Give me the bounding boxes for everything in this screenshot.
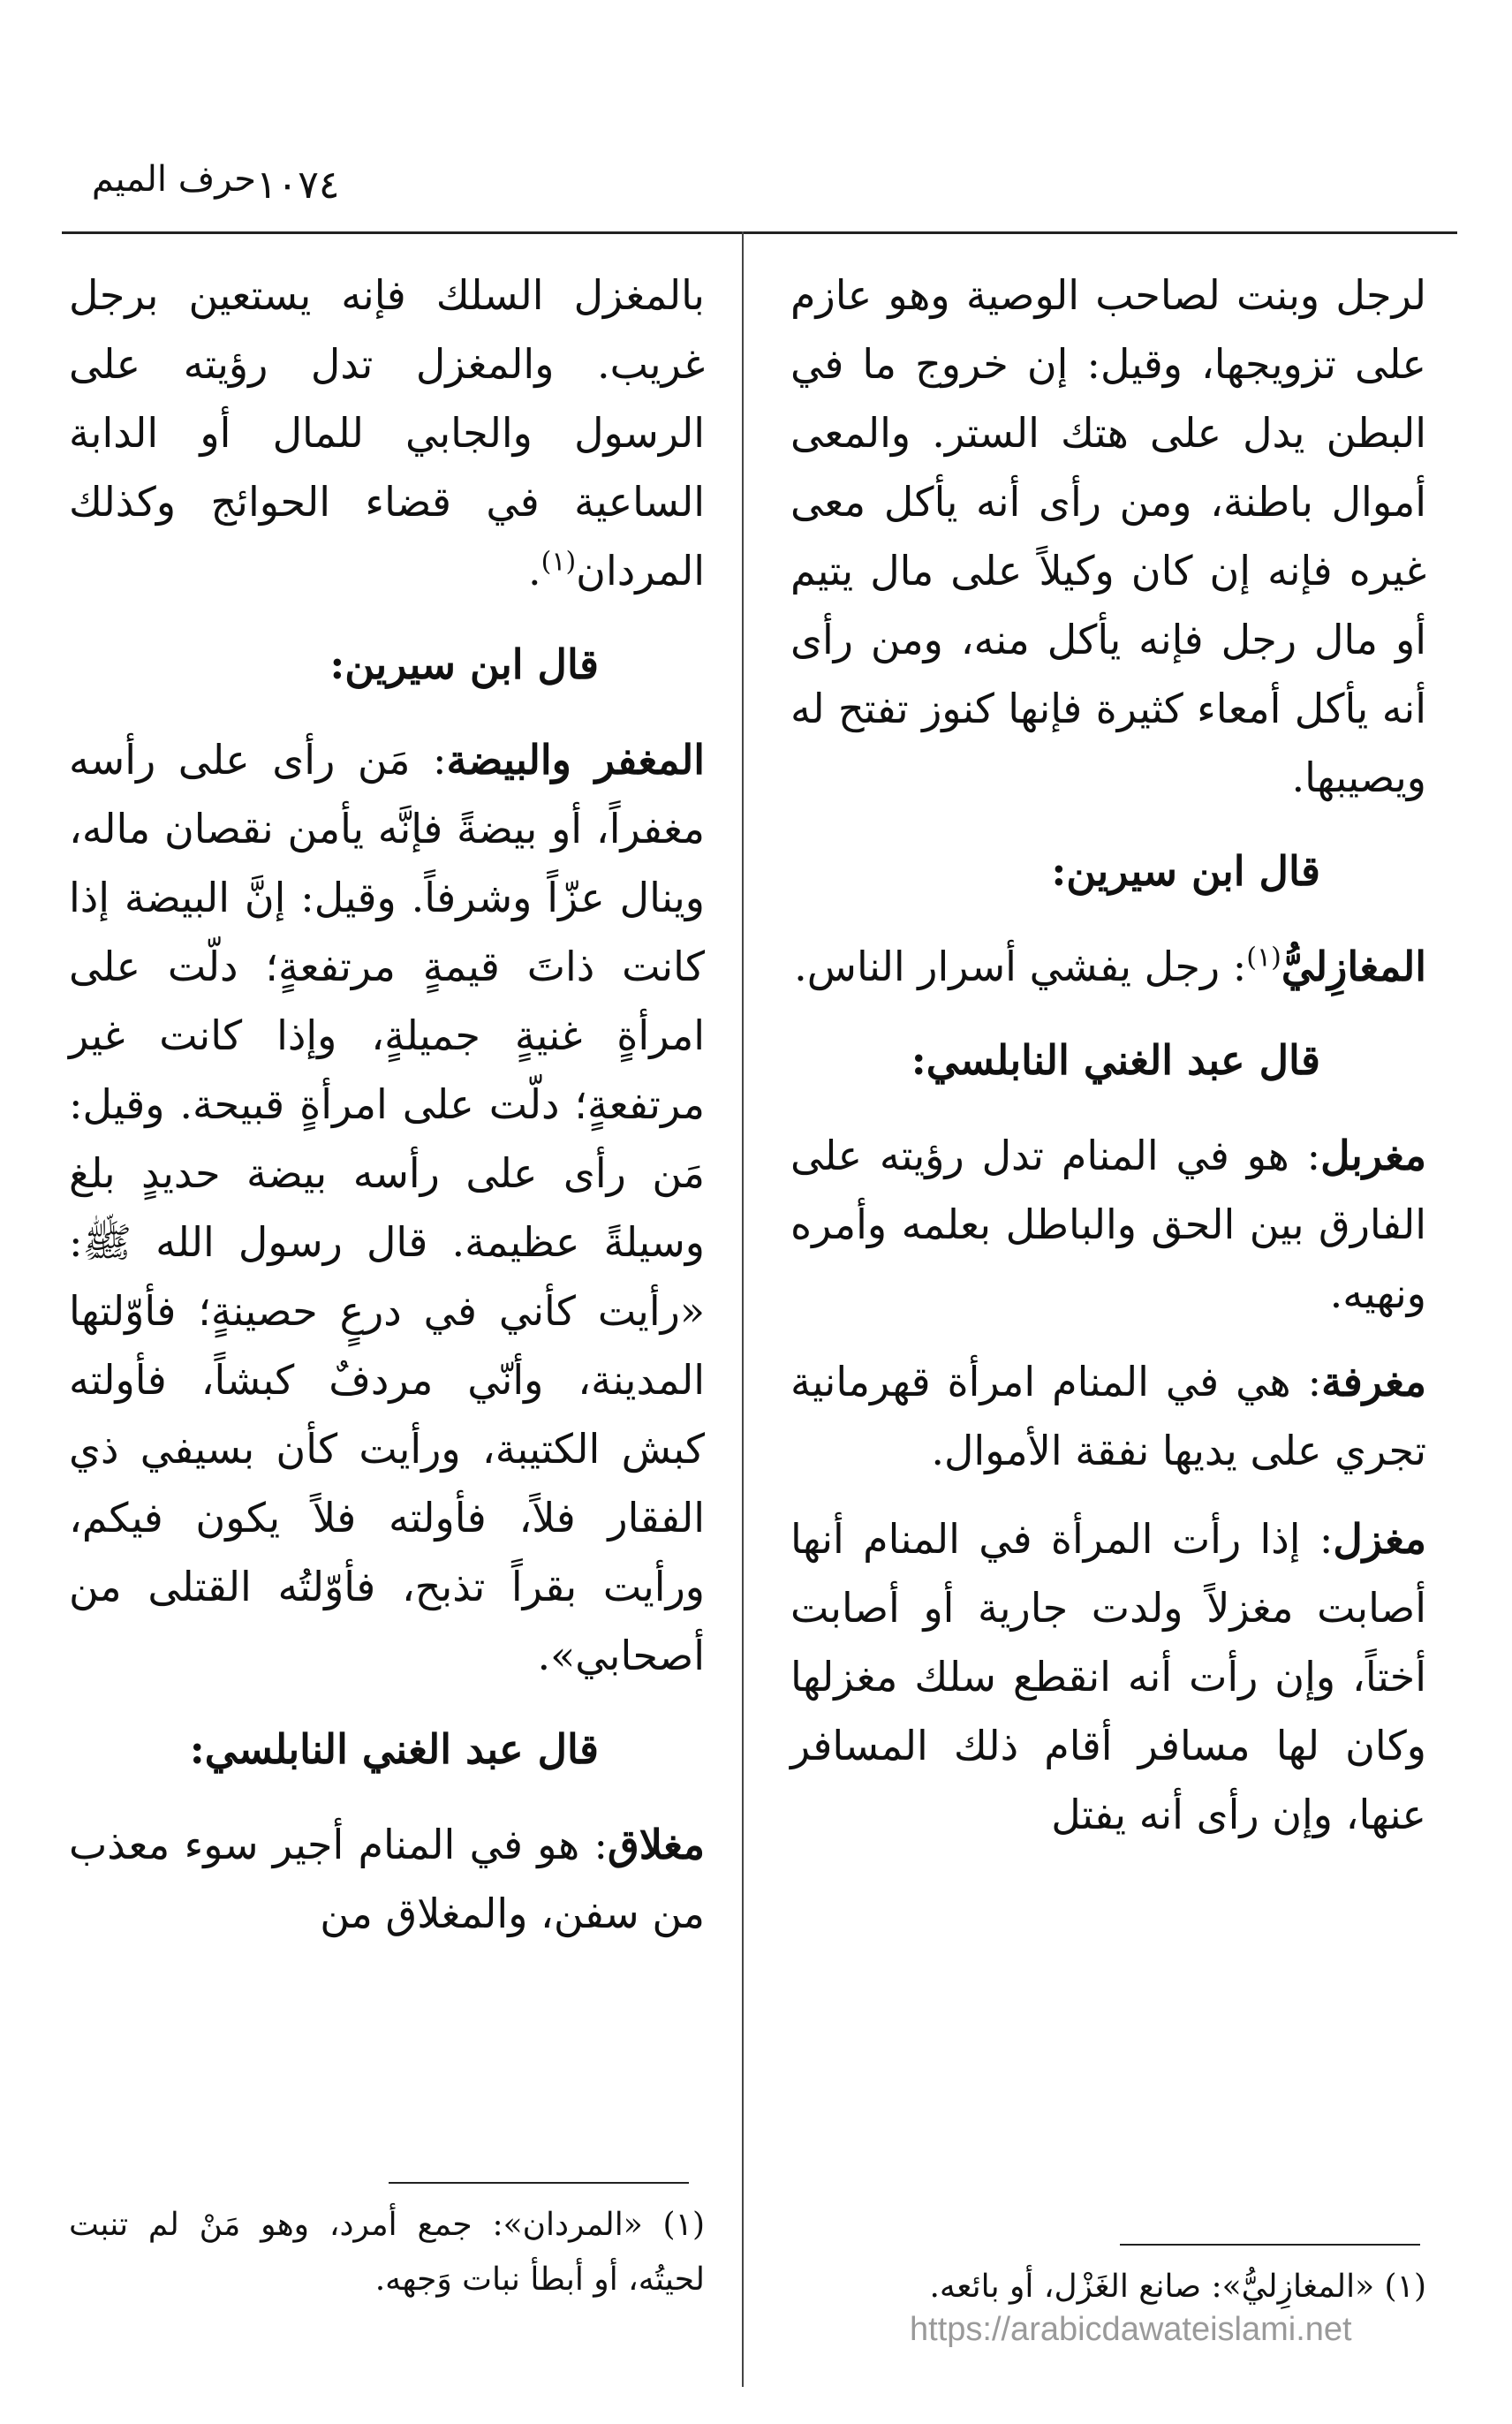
left-column	[69, 261, 705, 1967]
section-heading: قال ابن سيرين:	[1051, 847, 1320, 895]
entry-term: مغرفة	[1321, 1358, 1426, 1405]
entry-paragraph	[790, 1504, 1426, 1849]
section-heading: قال ابن سيرين:	[329, 640, 599, 688]
entry-paragraph	[69, 725, 705, 1690]
right-column	[790, 261, 1426, 1868]
entry-text: : هي في المنام امرأة قهرمانية تجري على يديها نفقة الأموال.	[790, 1358, 1426, 1474]
section-title: حرف الميم	[91, 159, 256, 200]
entry-paragraph	[790, 1121, 1426, 1328]
entry-text: : إذا رأت المرأة في المنام أنها أصابت مغزلاً ولدت جارية أو أصابت أختاً، وإن رأت أنه انقطع سلك مغزلها وكان لها مسافر أقام ذلك المسافر عنها، وإن رأى أنه يفتل	[790, 1515, 1426, 1838]
paragraph-text: بالمغزل السلك فإنه يستعين برجل غريب. والمغزل تدل رؤيته على الرسول والجابي للمال أو الدابة الساعية في قضاء الحوائج وكذلك المردان	[69, 271, 705, 595]
section-heading: قال عبد الغني النابلسي:	[189, 1725, 599, 1773]
entry-term: مغلاق	[608, 1821, 705, 1868]
entry-text: : هو في المنام تدل رؤيته على الفارق بين الحق والباطل بعلمه وأمره ونهيه.	[790, 1132, 1426, 1317]
footnote-ref: (١)	[1246, 942, 1281, 973]
footnote-right: (١) «المغازِليُّ»: صانع الغَزْل، أو بائعه.	[929, 2269, 1426, 2305]
paragraph-end: .	[527, 547, 541, 595]
section-heading: قال عبد الغني النابلسي:	[911, 1036, 1320, 1084]
entry-term: المغفر والبيضة	[446, 736, 705, 784]
footnote-left: (١) «المردان»: جمع أمرد، وهو مَنْ لم تنبت لحيتُه، أو أبطأ نبات وَجهه.	[69, 2207, 705, 2298]
entry-term: مغزل	[1333, 1515, 1426, 1563]
entry-paragraph	[790, 932, 1426, 1001]
header-rule	[62, 231, 1457, 234]
paragraph	[69, 261, 705, 605]
paragraph: لرجل وبنت لصاحب الوصية وهو عازم على تزويجها، وقيل: إن خروج ما في البطن يدل على هتك الستر. والمعى أموال باطنة، ومن رأى أنه يأكل معى غيره فإنه إن كان وكيلاً على مال يتيم أو مال رجل فإنه يأكل منه، ومن رأى أنه يأكل أمعاء كثيرة فإنها كنوز تفتح له ويصيبها.	[790, 271, 1426, 801]
footnote-rule	[389, 2182, 689, 2184]
entry-paragraph	[790, 1347, 1426, 1485]
page-number: ١٠٧٤	[256, 163, 340, 208]
footnote-ref: (١)	[541, 546, 577, 578]
entry-text: : هو في المنام أجير سوء معذب من سفن، والمغلاق من	[69, 1821, 705, 1937]
watermark-url: https://arabicdawateislami.net	[910, 2311, 1352, 2348]
footnote-rule	[1120, 2244, 1420, 2246]
entry-term: المغازِليُّ	[1281, 943, 1426, 990]
entry-paragraph	[69, 1810, 705, 1948]
entry-text: : مَن رأى على رأسه مغفراً، أو بيضةً فإنَّه يأمن نقصان ماله، وينال عزّاً وشرفاً. وقيل: إنَّ البيضة إذا كانت ذاتَ قيمةٍ مرتفعةٍ؛ دلّت على امرأةٍ غنيةٍ جميلةٍ، وإذا كانت غير مرتفعةٍ؛ دلّت على امرأةٍ قبيحة. وقيل: مَن رأى على رأسه بيضة حديدٍ بلغ وسيلةً عظيمة. قال رسول الله ﷺ: «رأيت كأني في درعٍ حصينةٍ؛ فأوّلتها المدينة، وأنّي مردفٌ كبشاً، فأولته كبش الكتيبة، ورأيت كأن بسيفي ذي الفقار فلاً، فأولته فلاً يكون فيكم، ورأيت بقراً تذبح، فأوّلتُه القتلى من أصحابي».	[69, 736, 705, 1679]
entry-term: مغربل	[1320, 1132, 1426, 1179]
entry-text: : رجل يفشي أسرار الناس.	[794, 943, 1247, 990]
column-divider	[742, 231, 744, 2387]
